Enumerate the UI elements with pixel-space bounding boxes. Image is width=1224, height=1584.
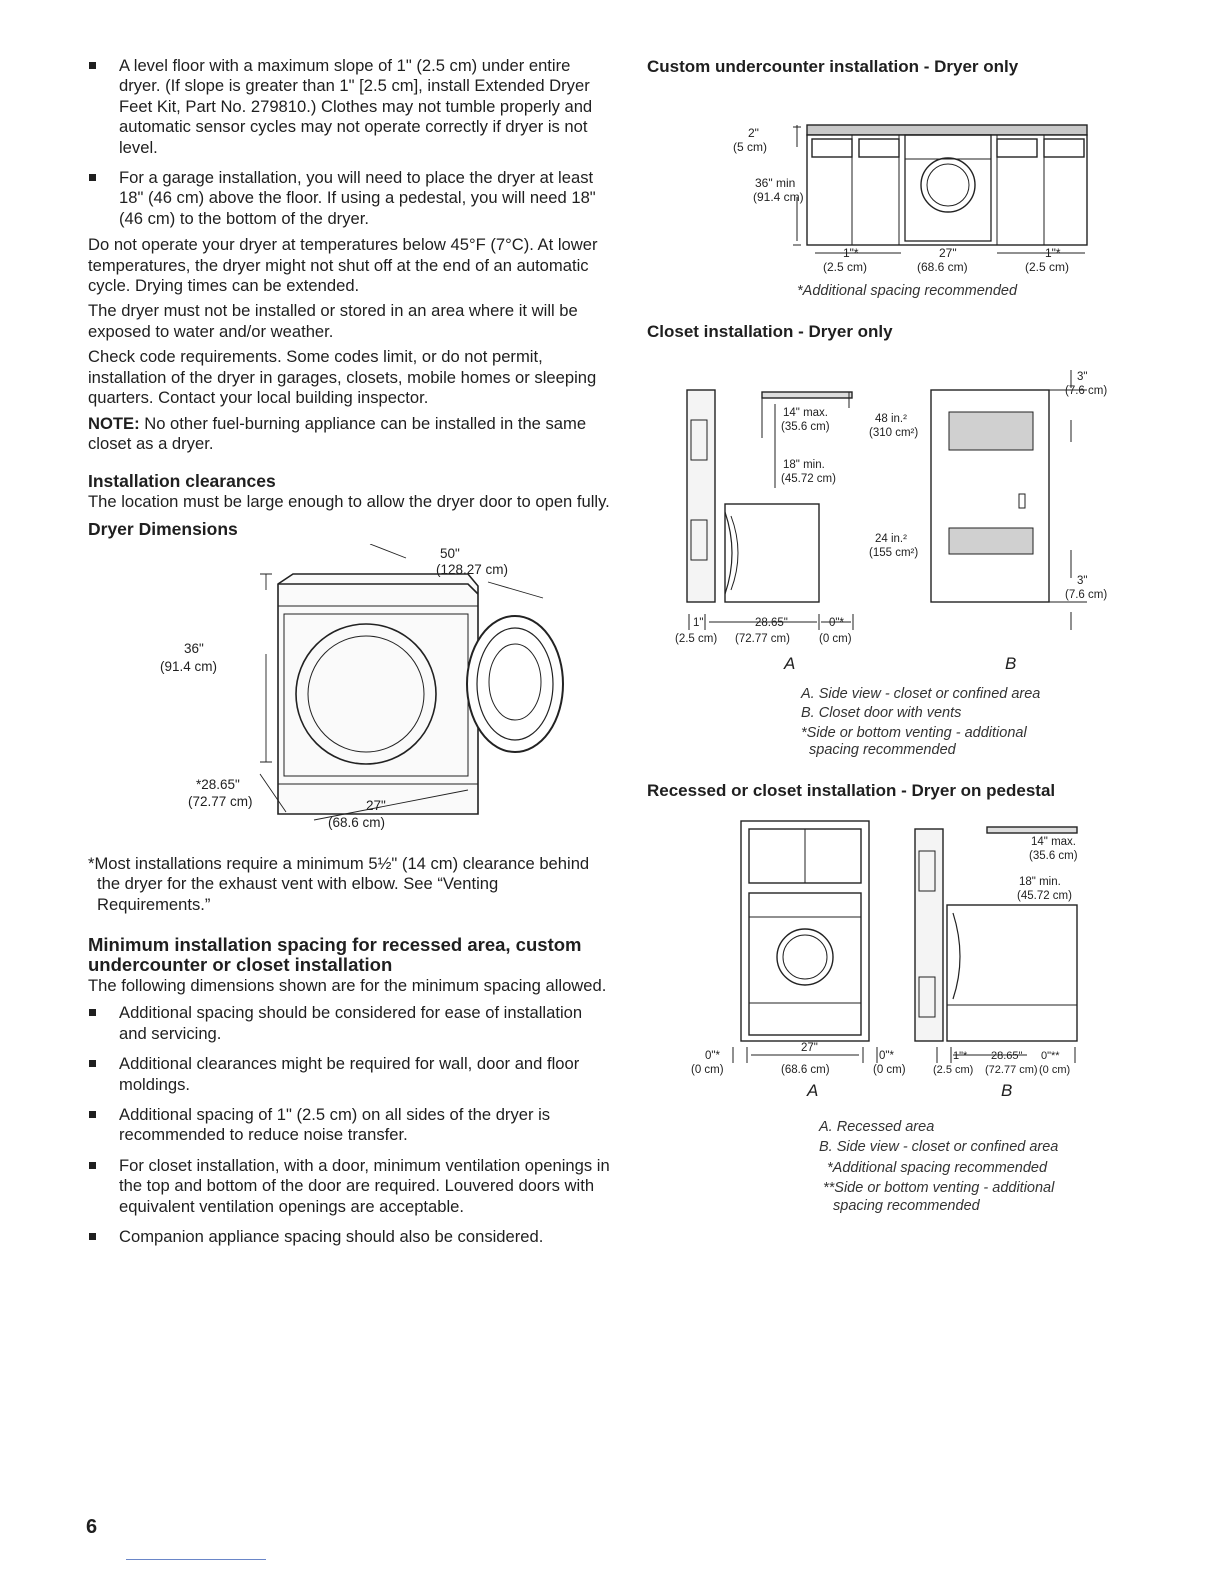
bullet-text: Companion appliance spacing should also be considered. — [119, 1227, 544, 1246]
undercounter-dimension-labels — [647, 247, 1117, 277]
closet-front-gap: 0"* — [829, 616, 844, 629]
ped-depth-cm: (72.77 cm) — [985, 1063, 1038, 1076]
bullet-marker — [89, 1162, 96, 1169]
ped-front-gap-cm: (0 cm) — [1039, 1063, 1071, 1076]
bullet-marker — [89, 174, 96, 181]
pedestal-label-b: B — [1001, 1080, 1013, 1100]
bullet-marker — [89, 62, 96, 69]
bullet-text: For closet installation, with a door, minimum ventilation openings in the top and bottom of the door are required. Louvered doors with equivalent ventilation openings are acceptable. — [119, 1155, 610, 1216]
undercounter-heading: Custom undercounter installation - Dryer only — [647, 57, 1019, 76]
closet-top-margin-cm: (7.6 cm) — [1065, 384, 1108, 397]
paragraph-temperature: Do not operate your dryer at temperatures below 45°F (7°C). At lower temperatures, the dryer might not shut off at the end of an automatic cycle. Drying times can be extended. — [88, 235, 598, 296]
ped-shelf-gap: 14" max. — [1031, 835, 1076, 848]
closet-bottom-margin: 3" — [1077, 574, 1088, 587]
bullet-text: Additional clearances might be required for wall, door and floor moldings. — [119, 1054, 580, 1094]
bullet-marker — [89, 1233, 96, 1240]
closet-shelf-gap-cm: (35.6 cm) — [781, 420, 830, 433]
ped-right-gap: 0"* — [879, 1049, 894, 1062]
pedestal-heading: Recessed or closet installation - Dryer on pedestal — [647, 780, 1056, 800]
closet-caption: A. Side view - closet or confined area — [801, 685, 1041, 702]
undercounter-diagram — [647, 87, 1117, 257]
ped-left-gap: 0"* — [705, 1049, 720, 1062]
dim-width-open: 50" — [440, 545, 460, 561]
pedestal-caption: B. Side view - closet or confined area — [819, 1139, 1059, 1155]
uc-right-gap: 1"* — [1045, 247, 1061, 260]
closet-top-vent-cm: (310 cm²) — [869, 426, 919, 439]
list-item — [88, 1054, 610, 1095]
ped-right-gap-cm: (0 cm) — [873, 1063, 906, 1076]
dim-width-cm: (68.6 cm) — [328, 814, 386, 830]
closet-diagram — [647, 348, 1117, 658]
ped-shelf-gap-cm: (35.6 cm) — [1029, 849, 1078, 862]
pedestal-diagram — [647, 807, 1117, 1107]
ped-width: 27" — [801, 1041, 818, 1054]
left-column — [88, 56, 610, 1257]
ped-left-gap-cm: (0 cm) — [691, 1063, 724, 1076]
clearances-heading: Installation clearances — [88, 471, 276, 492]
dryer-dimensions-diagram — [138, 544, 608, 856]
ped-top-clear: 18" min. — [1019, 875, 1061, 888]
closet-back-gap: 1" — [693, 616, 704, 629]
dim-width: 27" — [366, 797, 386, 813]
spacing-heading: Minimum installation spacing for recessed area, custom undercounter or closet installation — [88, 933, 582, 976]
closet-top-vent: 48 in.² — [875, 412, 907, 425]
note-paragraph — [88, 414, 610, 455]
right-column — [647, 56, 1117, 1215]
note-text: No other fuel-burning appliance can be installed in the same closet as a dryer. — [88, 413, 587, 453]
bullet-text: A level floor with a maximum slope of 1" (2.5 cm) under entire dryer. (If slope is greater than 1" [2.5 cm], install Extended Dryer Feet Kit, Part No. 279810.) Clothes may not tumble properly and automatic sensor cycles may not operate correctly if dryer is not level. — [119, 56, 593, 157]
closet-depth-cm: (72.77 cm) — [735, 632, 790, 645]
pedestal-caption: *Additional spacing recommended — [827, 1159, 1048, 1176]
closet-top-clear: 18" min. — [783, 458, 825, 471]
closet-bottom-vent: 24 in.² — [875, 532, 907, 545]
list-item — [88, 1105, 610, 1146]
bullet-text: Additional spacing should be considered for ease of installation and servicing. — [119, 1003, 583, 1043]
spacing-text: The following dimensions shown are for the minimum spacing allowed. — [88, 975, 607, 995]
ped-top-clear-cm: (45.72 cm) — [1017, 889, 1072, 902]
closet-captions — [801, 686, 1117, 760]
page-number: 6 — [86, 1516, 98, 1538]
ped-front-gap: 0"** — [1041, 1049, 1060, 1062]
uc-width-cm: (68.6 cm) — [917, 260, 968, 274]
pedestal-label-a: A — [807, 1080, 819, 1100]
pedestal-caption: **Side or bottom venting - additional spacing recommended — [823, 1180, 1055, 1214]
closet-front-gap-cm: (0 cm) — [819, 632, 852, 645]
clearances-text: The location must be large enough to allow the dryer door to open fully. — [88, 492, 610, 512]
list-item — [88, 56, 610, 158]
uc-left-gap-cm: (2.5 cm) — [823, 260, 868, 274]
dim-depth: *28.65" — [196, 776, 240, 792]
uc-height: 36" min — [755, 176, 796, 190]
closet-heading: Closet installation - Dryer only — [647, 321, 893, 341]
dim-depth-cm: (72.77 cm) — [188, 793, 253, 809]
undercounter-note: *Additional spacing recommended — [797, 283, 1018, 299]
list-item — [88, 1227, 610, 1247]
closet-bottom-margin-cm: (7.6 cm) — [1065, 588, 1108, 601]
list-item — [88, 1003, 610, 1044]
ped-back-gap-cm: (2.5 cm) — [933, 1063, 974, 1076]
pedestal-caption: A. Recessed area — [819, 1118, 935, 1135]
closet-top-margin: 3" — [1077, 370, 1088, 383]
closet-shelf-gap: 14" max. — [783, 406, 828, 419]
dim-width-open-cm: (128.27 cm) — [436, 561, 509, 577]
footer-rule — [126, 1559, 266, 1560]
pedestal-panel-labels — [647, 1081, 1117, 1105]
closet-label-a: A — [784, 653, 796, 673]
pedestal-captions — [819, 1119, 1117, 1216]
closet-label-b: B — [1005, 653, 1017, 673]
uc-height-cm: (91.4 cm) — [753, 190, 804, 204]
closet-panel-labels — [647, 654, 1117, 680]
bullet-marker — [89, 1060, 96, 1067]
list-item — [88, 1156, 610, 1217]
closet-depth: 28.65" — [755, 616, 788, 629]
note-label: NOTE: — [88, 413, 140, 433]
paragraph-codes: Check code requirements. Some codes limit, or do not permit, installation of the dryer in garages, closets, mobile homes or sleeping quarters. Contact your local building inspector. — [88, 347, 597, 408]
uc-left-gap-label: 1"* — [843, 247, 859, 260]
dim-height-cm: (91.4 cm) — [160, 658, 218, 674]
closet-top-clear-cm: (45.72 cm) — [781, 472, 836, 485]
bullet-text: For a garage installation, you will need to place the dryer at least 18" (46 cm) above the floor. If using a pedestal, you will need 18" (46 cm) to the bottom of the dryer. — [119, 168, 596, 228]
bullet-marker — [89, 1009, 96, 1016]
paragraph-weather: The dryer must not be installed or stored in an area where it will be exposed to water and/or weather. — [88, 301, 578, 341]
ped-width-cm: (68.6 cm) — [781, 1063, 830, 1076]
uc-top-gap: 2" — [748, 126, 759, 140]
uc-right-gap-cm: (2.5 cm) — [1025, 260, 1070, 274]
closet-back-gap-cm: (2.5 cm) — [675, 632, 718, 645]
dimensions-heading: Dryer Dimensions — [88, 518, 238, 539]
dim-height: 36" — [184, 640, 204, 656]
bullet-text: Additional spacing of 1" (2.5 cm) on all sides of the dryer is recommended to reduce noise transfer. — [119, 1104, 551, 1145]
ped-depth: 28.65" — [991, 1049, 1023, 1062]
uc-top-gap-cm: (5 cm) — [733, 140, 767, 154]
ped-back-gap: 1"* — [953, 1049, 968, 1062]
bullet-marker — [89, 1111, 96, 1118]
uc-width: 27" — [939, 247, 957, 260]
closet-bottom-vent-cm: (155 cm²) — [869, 546, 919, 559]
closet-caption: *Side or bottom venting - additional spacing recommended — [801, 724, 1027, 758]
dimensions-footnote: *Most installations require a minimum 5½" (14 cm) clearance behind the dryer for the exhaust vent with elbow. See “Venting Requirements.” — [88, 853, 590, 914]
list-item — [88, 168, 610, 229]
closet-caption: B. Closet door with vents — [801, 705, 962, 721]
